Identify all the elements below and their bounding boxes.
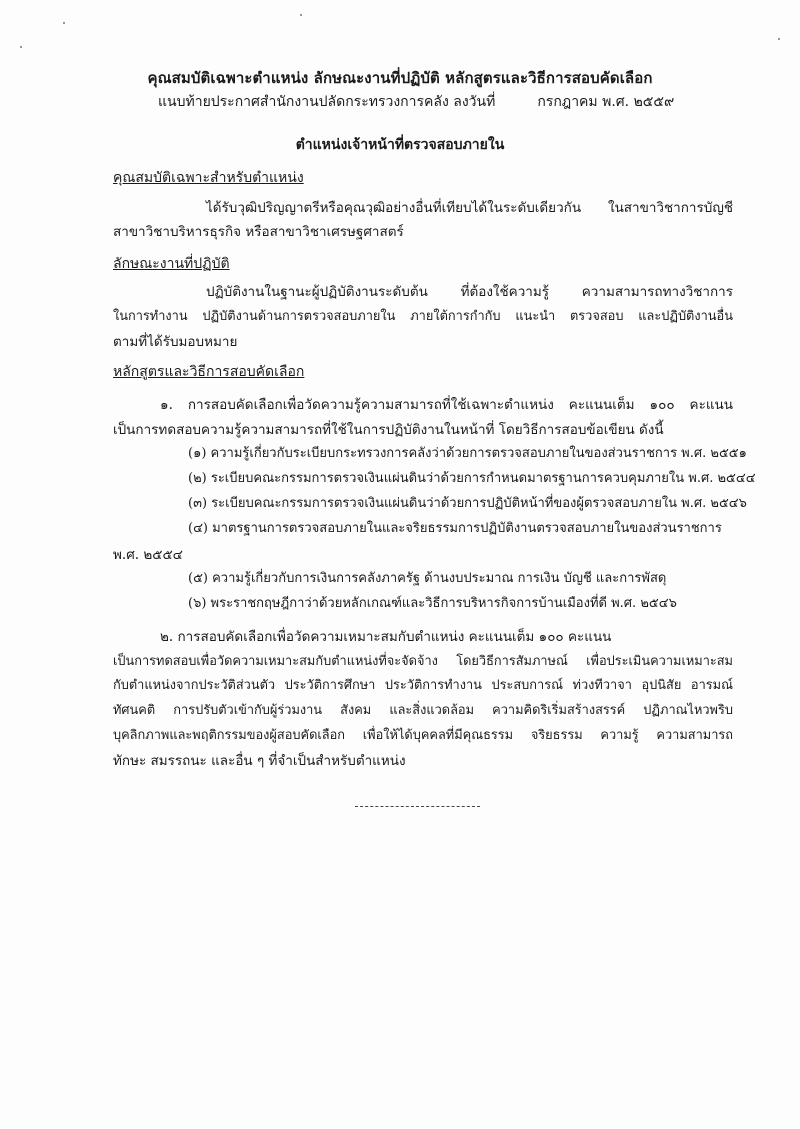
- subtitle-date: กรกฎาคม พ.ศ. ๒๕๕๙: [537, 94, 675, 110]
- qualifications-heading: คุณสมบัติเฉพาะสำหรับตำแหน่ง: [113, 170, 304, 186]
- section1-item-4: (๔) มาตรฐานการตรวจสอบภายในและจริยธรรมการปฏิบัติงานตรวจสอบภายในของส่วนราชการ: [188, 521, 722, 536]
- scan-speck: [63, 22, 65, 24]
- document-subtitle: [158, 91, 674, 113]
- document-title: คุณสมบัติเฉพาะตำแหน่ง ลักษณะงานที่ปฏิบัติ หลักสูตรและวิธีการสอบคัดเลือก: [147, 69, 653, 87]
- scan-speck: [20, 46, 22, 48]
- qualifications-line-2: สาขาวิชาบริหารธุรกิจ หรือสาขาวิชาเศรษฐศาสตร์: [113, 224, 404, 240]
- job-description-line-3: ตามที่ได้รับมอบหมาย: [113, 334, 238, 350]
- section1-line-2: เป็นการทดสอบความรู้ความสามารถที่ใช้ในการปฏิบัติงานในหน้าที่ โดยวิธีการสอบข้อเขียน ดังนี้: [113, 422, 664, 438]
- section1-item-6: (๖) พระราชกฤษฎีกาว่าด้วยหลักเกณฑ์และวิธีการบริหารกิจการบ้านเมืองที่ดี พ.ศ. ๒๕๔๖: [188, 596, 677, 611]
- curriculum-heading: หลักสูตรและวิธีการสอบคัดเลือก: [113, 364, 305, 380]
- section1-item-1: (๑) ความรู้เกี่ยวกับระเบียบกระทรวงการคลังว่าด้วยการตรวจสอบภายในของส่วนราชการ พ.ศ. ๒๕๕๑: [188, 446, 747, 461]
- section2-body-line-3: ทัศนคติ การปรับตัวเข้ากับผู้ร่วมงาน สังคม และสิ่งแวดล้อม ความคิดริเริ่มสร้างสรรค์ ปฏิภาณไหวพริบ: [113, 703, 733, 718]
- section2-body-line-1: เป็นการทดสอบเพื่อวัดความเหมาะสมกับตำแหน่งที่จะจัดจ้าง โดยวิธีการสัมภาษณ์ เพื่อประเมินความเหมาะสม: [113, 654, 733, 669]
- section1-line-1: ๑. การสอบคัดเลือกเพื่อวัดความรู้ความสามารถที่ใช้เฉพาะตำแหน่ง คะแนนเต็ม ๑๐๐ คะแนน: [160, 397, 733, 413]
- scan-speck: [778, 38, 780, 40]
- qualifications-line-1: ได้รับวุฒิปริญญาตรีหรือคุณวุฒิอย่างอื่นที่เทียบได้ในระดับเดียวกัน ในสาขาวิชาการบัญชี: [206, 200, 733, 216]
- end-divider: [355, 806, 480, 807]
- job-description-heading: ลักษณะงานที่ปฏิบัติ: [113, 256, 230, 272]
- section2-line-1: ๒. การสอบคัดเลือกเพื่อวัดความเหมาะสมกับตำแหน่ง คะแนนเต็ม ๑๐๐ คะแนน: [160, 629, 612, 645]
- section1-item-5: (๕) ความรู้เกี่ยวกับการเงินการคลังภาครัฐ ด้านงบประมาณ การเงิน บัญชี และการพัสดุ: [188, 571, 667, 586]
- job-description-line-1: ปฏิบัติงานในฐานะผู้ปฏิบัติงานระดับต้น ที่ต้องใช้ความรู้ ความสามารถทางวิชาการ: [206, 284, 733, 300]
- section1-item-4-continuation: พ.ศ. ๒๕๕๔: [113, 547, 183, 563]
- section2-body-line-2: กับตำแหน่งจากประวัติส่วนตัว ประวัติการศึกษา ประวัติการทำงาน ประสบการณ์ ท่วงทีวาจา อุปนิสัย อารมณ์: [113, 678, 733, 693]
- position-title: ตำแหน่งเจ้าหน้าที่ตรวจสอบภายใน: [295, 137, 505, 153]
- scan-speck: [300, 14, 302, 16]
- section2-body-line-4: บุคลิกภาพและพฤติกรรมของผู้สอบคัดเลือก เพื่อให้ได้บุคคลที่มีคุณธรรม จริยธรรม ความรู้ ความสามารถ: [113, 728, 733, 743]
- job-description-line-2: ในการทำงาน ปฏิบัติงานด้านการตรวจสอบภายใน ภายใต้การกำกับ แนะนำ ตรวจสอบ และปฏิบัติงานอื่น: [113, 309, 733, 324]
- section2-body-line-5: ทักษะ สมรรถนะ และอื่น ๆ ที่จำเป็นสำหรับตำแหน่ง: [113, 753, 406, 769]
- section1-item-3: (๓) ระเบียบคณะกรรมการตรวจเงินแผ่นดินว่าด้วยการปฏิบัติหน้าที่ของผู้ตรวจสอบภายใน พ.ศ. ๒๕๔๖: [188, 496, 747, 511]
- section1-item-2: (๒) ระเบียบคณะกรรมการตรวจเงินแผ่นดินว่าด้วยการกำหนดมาตรฐานการควบคุมภายใน พ.ศ. ๒๕๔๔: [188, 471, 756, 486]
- subtitle-announcement: แนบท้ายประกาศสำนักงานปลัดกระทรวงการคลัง ลงวันที่: [158, 94, 496, 110]
